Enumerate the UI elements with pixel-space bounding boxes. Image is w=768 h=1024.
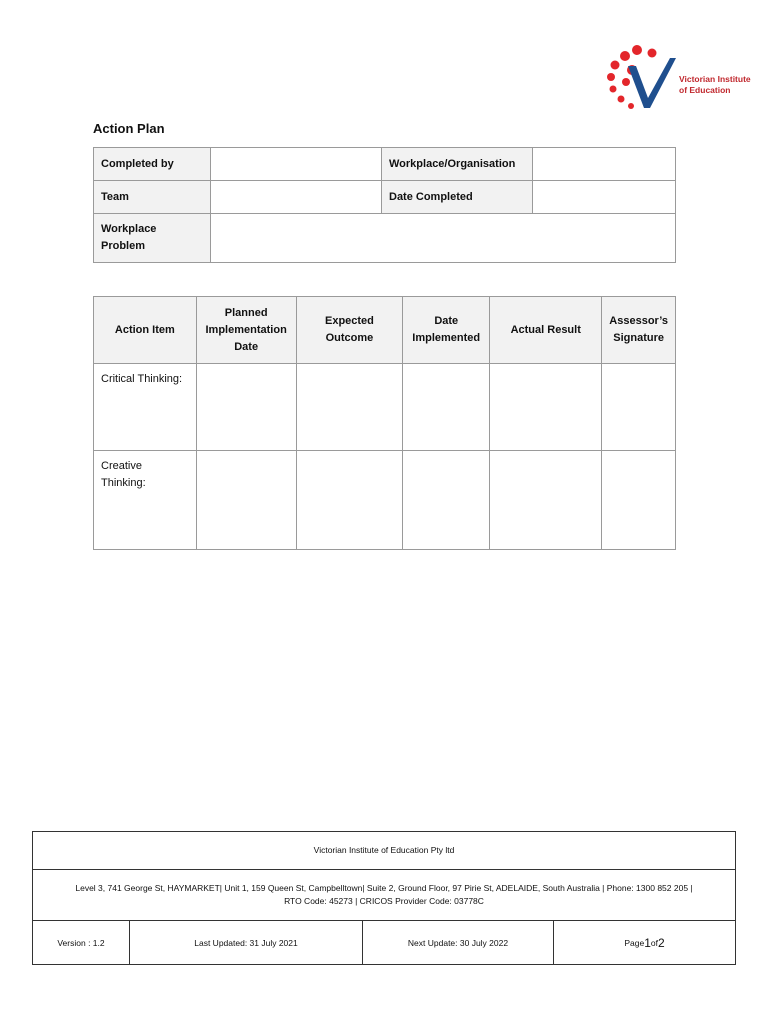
logo-name-line1: Victorian Institute xyxy=(679,74,751,84)
footer-page-number xyxy=(554,921,735,965)
cell-planned-date[interactable] xyxy=(196,451,296,550)
header-action-item xyxy=(94,297,197,364)
header-planned-date xyxy=(196,297,296,364)
date-completed-field[interactable] xyxy=(533,181,676,214)
header-planned-line3: Date xyxy=(234,340,259,353)
header-expected-line2: Outcome xyxy=(325,332,374,344)
workplace-problem-label-line2: Problem xyxy=(101,240,146,252)
footer-version: Version : 1.2 xyxy=(33,921,130,965)
cell-expected-outcome[interactable] xyxy=(296,364,403,451)
row-label-critical-thinking xyxy=(94,364,197,451)
page-total: 2 xyxy=(657,935,665,950)
cell-assessor-signature[interactable] xyxy=(602,364,676,451)
footer-company-row xyxy=(33,832,735,870)
header-actual-result-line1: Actual Result xyxy=(510,323,581,336)
header-planned-line1: Planned xyxy=(224,306,268,319)
cell-planned-date[interactable] xyxy=(196,364,296,451)
footer-address-line2: RTO Code: 45273 | CRICOS Provider Code: 03778C xyxy=(284,896,484,906)
page-of: of xyxy=(650,937,658,948)
header-expected-line1: Expected xyxy=(324,315,374,327)
workplace-label: Workplace/Organisation xyxy=(382,148,533,181)
footer-address-line1: Level 3, 741 George St, HAYMARKET| Unit 1, 159 Queen St, Campbelltown| Suite 2, Ground Floor, 97 Pirie St, ADELAIDE, South Australia | Phone: 1300 852 205 | xyxy=(75,883,693,893)
cell-expected-outcome[interactable] xyxy=(296,451,403,550)
header-actual-result xyxy=(490,297,602,364)
institute-logo xyxy=(604,44,754,116)
header-expected-outcome xyxy=(296,297,403,364)
cell-date-implemented[interactable] xyxy=(403,451,490,550)
workplace-problem-label-line1: Workplace xyxy=(101,223,157,235)
workplace-field[interactable] xyxy=(533,148,676,181)
action-table xyxy=(93,296,676,550)
footer-meta-row xyxy=(33,921,735,965)
page-footer xyxy=(32,831,736,965)
row-label-line1: Creative xyxy=(101,460,142,472)
header-action-item-line1: Action Item xyxy=(114,323,175,336)
header-assessor-signature xyxy=(602,297,676,364)
completed-by-label: Completed by xyxy=(94,148,211,181)
header-date-implemented-line1: Date xyxy=(434,315,459,327)
row-label-line2: Thinking: xyxy=(101,477,146,489)
cell-assessor-signature[interactable] xyxy=(602,451,676,550)
footer-next-update: Next Update: 30 July 2022 xyxy=(363,921,554,965)
row-label-creative-thinking xyxy=(94,451,197,550)
workplace-problem-label xyxy=(94,214,211,263)
cell-actual-result[interactable] xyxy=(490,364,602,451)
workplace-problem-field[interactable] xyxy=(211,214,676,263)
row-label-line1: Critical Thinking: xyxy=(101,373,183,385)
cell-date-implemented[interactable] xyxy=(403,364,490,451)
logo-mark-icon xyxy=(604,44,684,116)
table-row xyxy=(94,364,676,451)
header-assessor-line1: Assessor’s xyxy=(609,315,668,327)
team-label: Team xyxy=(94,181,211,214)
completed-by-field[interactable] xyxy=(211,148,382,181)
info-table xyxy=(93,147,676,263)
date-completed-label: Date Completed xyxy=(382,181,533,214)
page-title: Action Plan xyxy=(93,121,165,136)
cell-actual-result[interactable] xyxy=(490,451,602,550)
logo-text xyxy=(679,74,759,96)
page-current: 1 xyxy=(644,935,651,950)
header-date-implemented-line2: Implemented xyxy=(412,332,481,344)
header-planned-line2: Implementation xyxy=(205,323,287,336)
logo-name-line2: of Education xyxy=(679,85,731,95)
header-date-implemented xyxy=(403,297,490,364)
page-prefix: Page xyxy=(624,937,645,948)
team-field[interactable] xyxy=(211,181,382,214)
header-assessor-line2: Signature xyxy=(613,332,664,344)
table-row xyxy=(94,451,676,550)
footer-company-name: Victorian Institute of Education Pty ltd xyxy=(313,845,455,855)
footer-address-row xyxy=(33,870,735,921)
footer-last-updated: Last Updated: 31 July 2021 xyxy=(130,921,363,965)
